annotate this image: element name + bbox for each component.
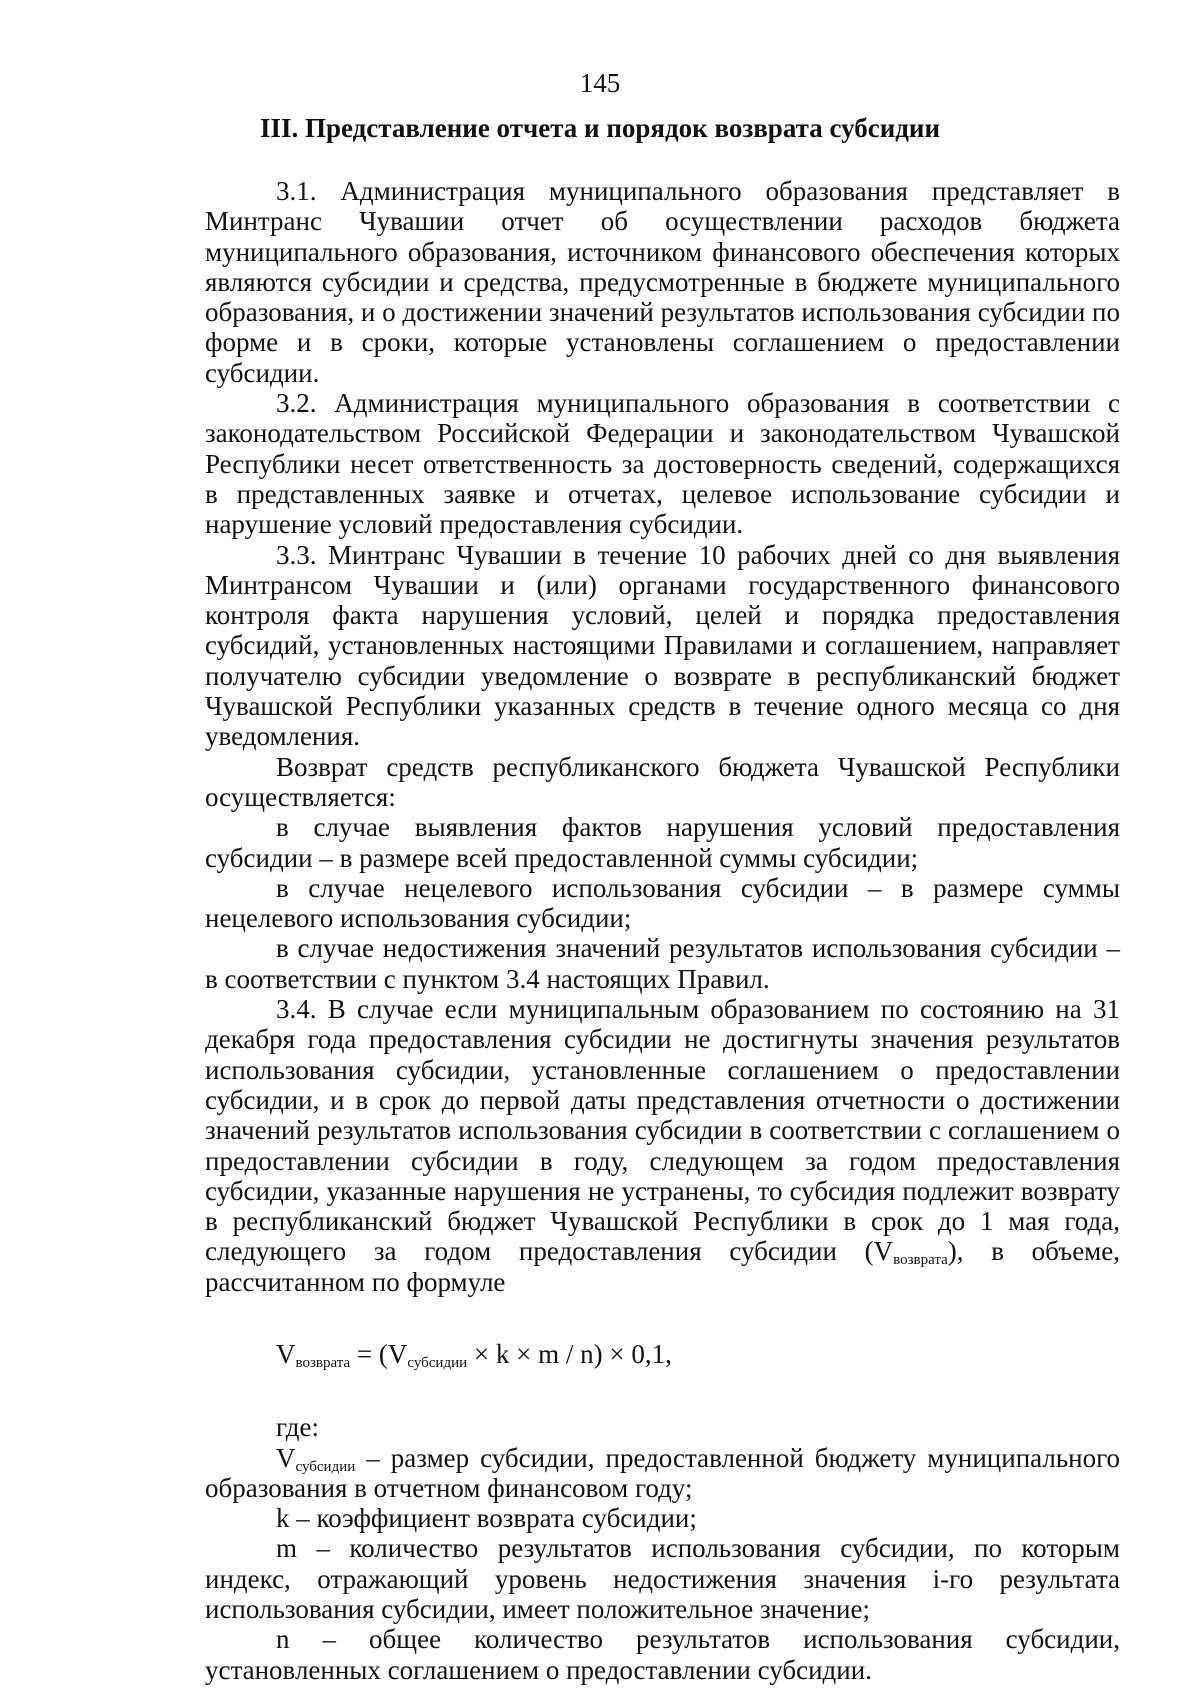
return-case-2: в случае нецелевого использования субсидии – в размере суммы нецелевого использования субсидии; [205,872,1120,934]
paragraph-3-4-subscript: возврата [893,1252,948,1269]
section-heading: III. Представление отчета и порядок возврата субсидии [259,113,941,143]
definition-v-subscript: субсидии [295,1458,356,1475]
definition-k: k – коэффициент возврата субсидии; [276,1503,697,1534]
paragraph-3-4-text: 3.4. В случае если муниципальным образованием по состоянию на 31 декабря года предоставления субсидии не достигнуты значения результатов использования субсидии, установленные соглашением о предоставлении субсидии, и в срок до первой даты представления отчетности о достижении значений результатов использования субсидии в соответствии с соглашением о предоставлении субсидии в году, следующем за годом предоставления субсидии, указанные нарушения не устранены, то субсидия подлежит возврату в республиканский бюджет Чувашской Республики в срок до 1 мая года, следующего за годом предоставления субсидии (V [205,994,1120,1267]
definition-n: n – общее количество результатов использования субсидии, установленных соглашением о предоставлении субсидии. [205,1624,1120,1685]
return-intro: Возврат средств республиканского бюджета Чувашской Республики осуществляется: [205,751,1120,812]
paragraph-3-2: 3.2. Администрация муниципального образования в соответствии с законодательством Российской Федерации и законодательством Чувашской Республики несет ответственность за достоверность сведений, содержащихся в представленных заявке и отчетах, целевое использование субсидии и нарушение условий предоставления субсидии. [205,388,1120,540]
formula-sub-subsidy: субсидии [407,1354,468,1371]
where-label: где: [276,1412,319,1443]
formula-v: V [276,1338,296,1369]
return-case-1: в случае выявления фактов нарушения условий предоставления субсидии – в размере всей предоставленной суммы субсидии; [205,812,1120,873]
formula [205,1339,1120,1369]
formula-rest: × k × m / n) × 0,1, [467,1338,672,1369]
formula-sub-return: возврата [295,1354,351,1371]
definition-m: m – количество результатов использования субсидии, по которым индекс, отражающий уровень недостижения значения i-го результата использования субсидии, имеет положительное значение; [205,1533,1120,1625]
formula-eq-open: = (V [350,1338,408,1369]
paragraph-3-1: 3.1. Администрация муниципального образования представляет в Минтранс Чувашии отчет об осуществлении расходов бюджета муниципального образования, источником финансового обеспечения которых являются субсидии и средства, предусмотренные в бюджете муниципального образования, и о достижении значений результатов использования субсидии по форме и в сроки, которые установлены соглашением о предоставлении субсидии. [205,176,1120,388]
paragraph-3-4 [205,994,1120,1297]
return-case-3: в случае недостижения значений результатов использования субсидии – в соответствии с пунктом 3.4 настоящих Правил. [205,933,1120,994]
paragraph-3-4-tail: ), в объеме, рассчитанном по формуле [205,1236,1120,1297]
page-number: 145 [579,68,621,98]
definition-v-symbol: V [276,1442,296,1473]
definition-v [205,1443,1120,1504]
paragraph-3-3: 3.3. Минтранс Чувашии в течение 10 рабочих дней со дня выявления Минтрансом Чувашии и (или) органами государственного финансового контроля факта нарушения условий, целей и порядка предоставления субсидий, установленных настоящими Правилами и соглашением, направляет получателю субсидии уведомление о возврате в республиканский бюджет Чувашской Республики указанных средств в течение одного месяца со дня уведомления. [205,539,1120,752]
document-body [205,176,1120,1685]
definition-v-text: – размер субсидии, предоставленной бюджету муниципального образования в отчетном финансовом году; [205,1442,1120,1503]
